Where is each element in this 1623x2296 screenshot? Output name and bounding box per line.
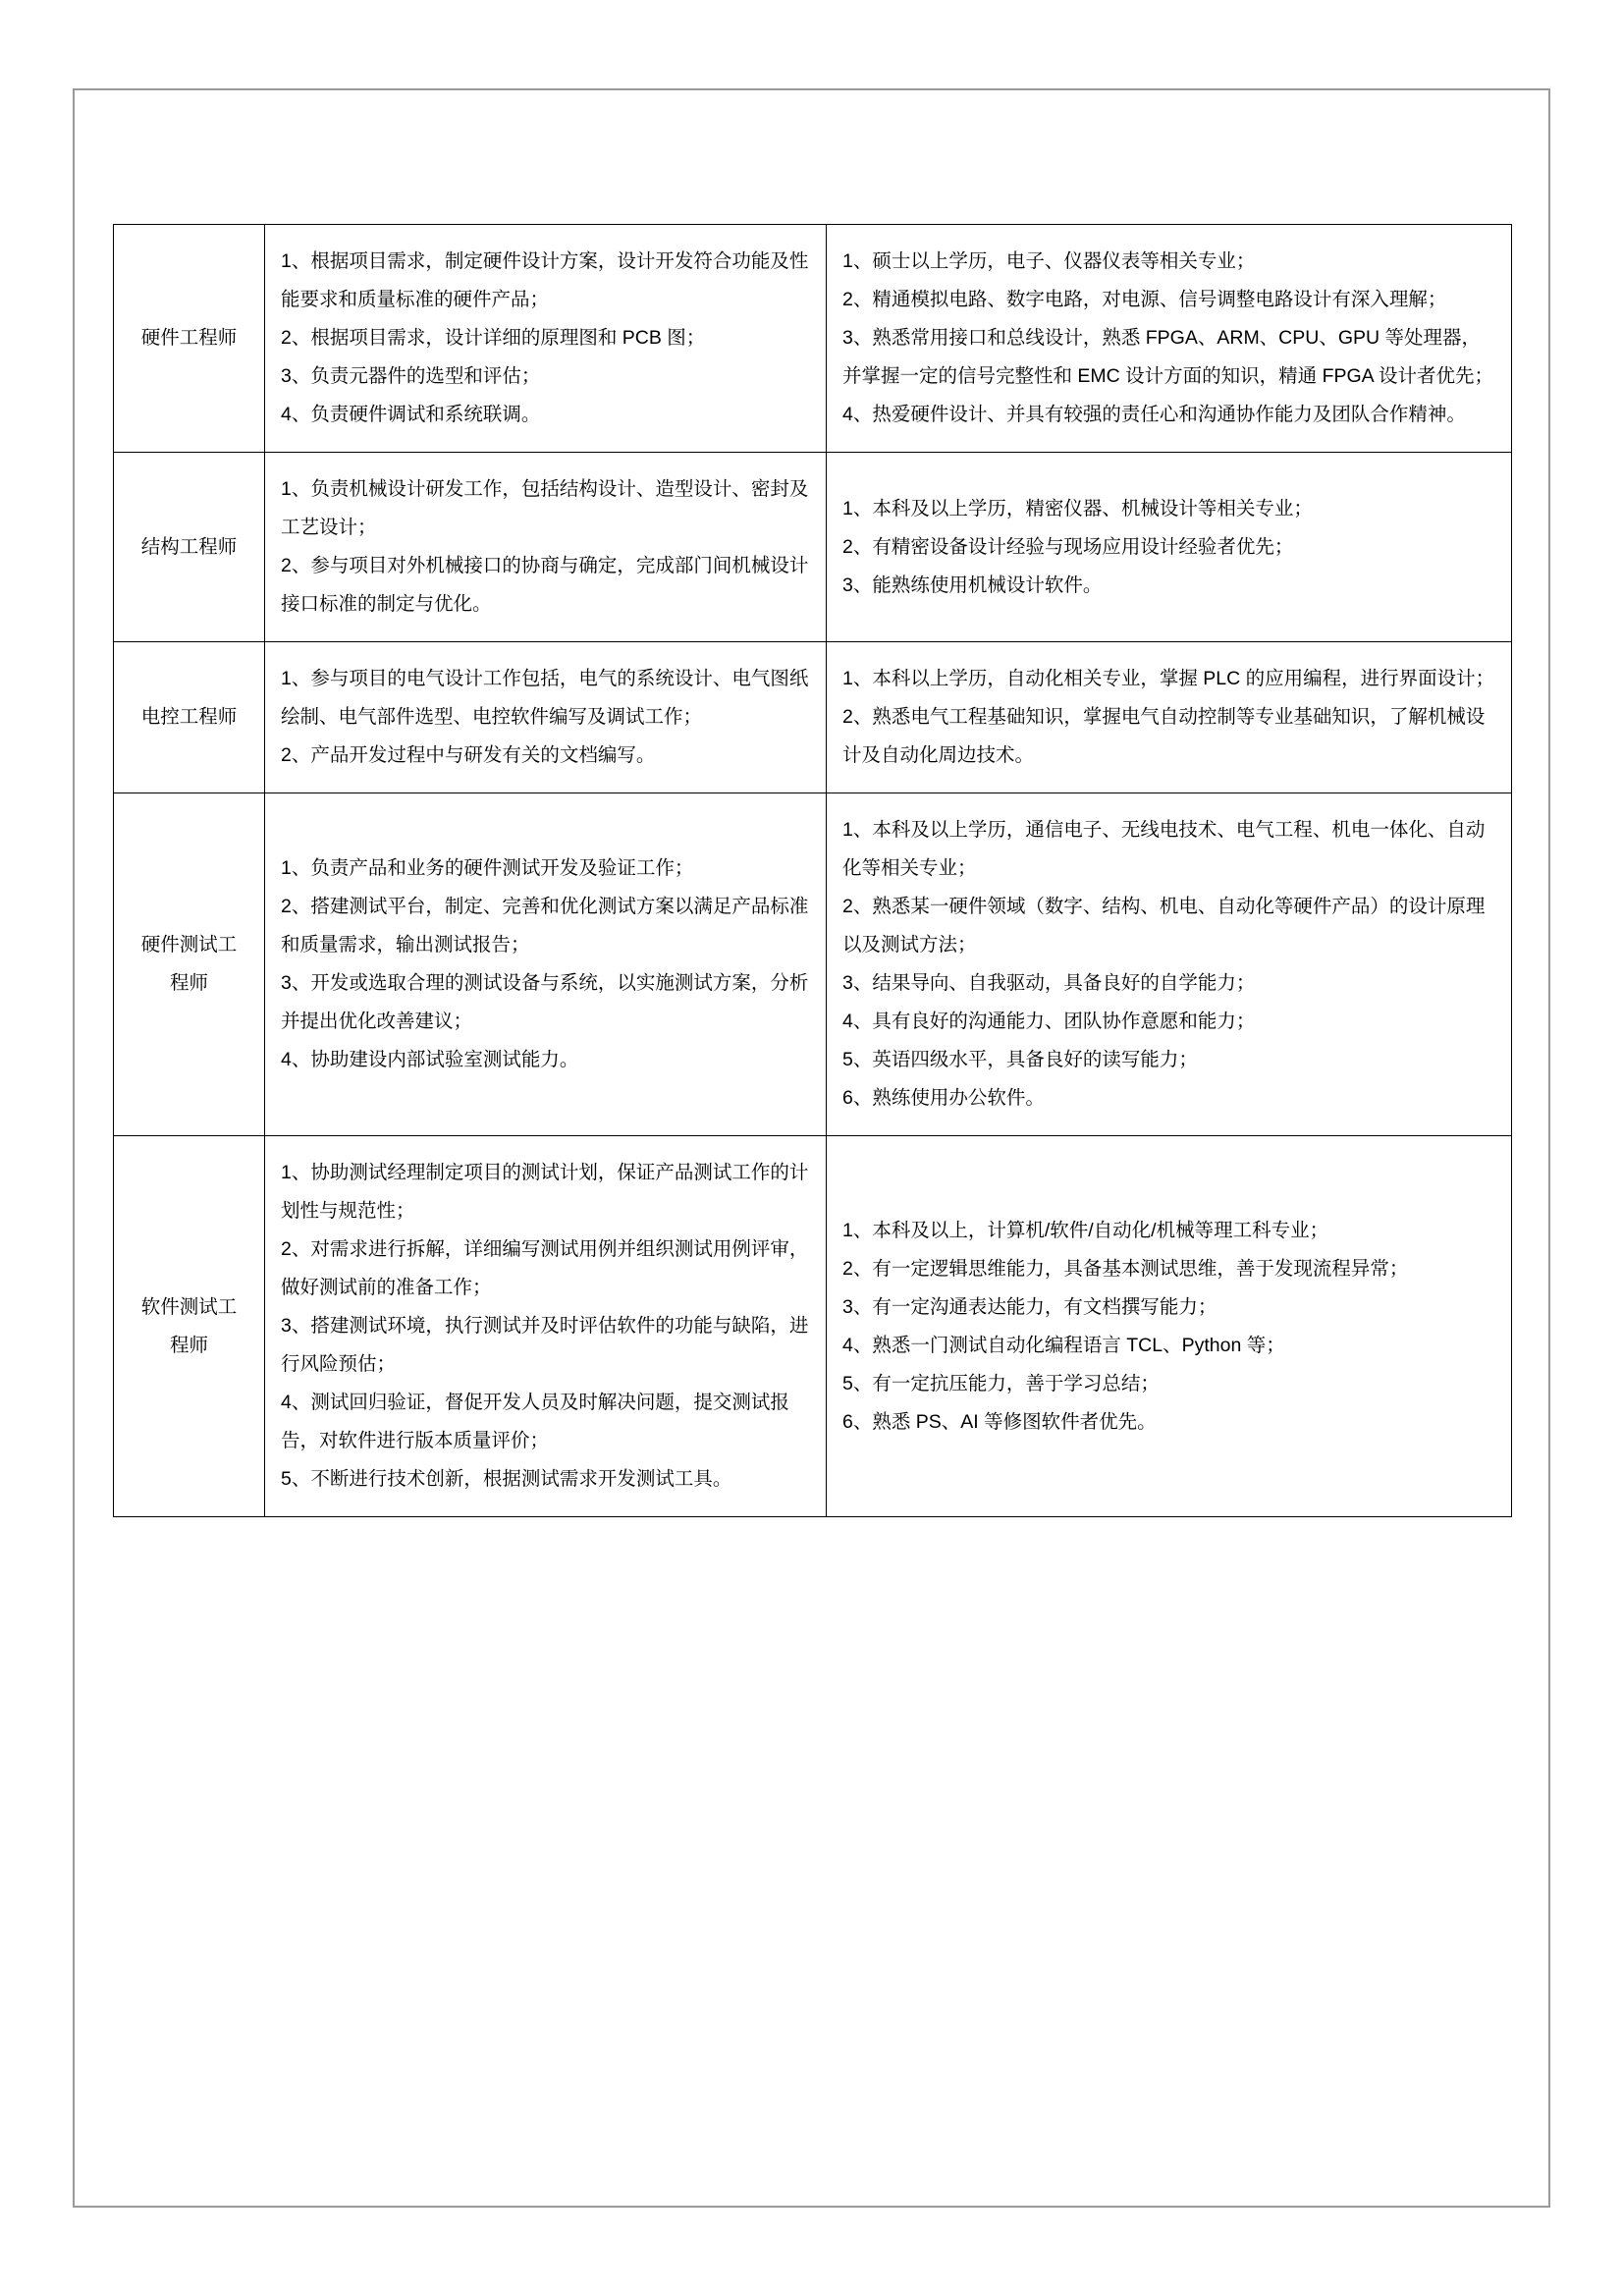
- duty-item: 4、负责硬件调试和系统联调。: [281, 404, 541, 425]
- role-cell: [114, 225, 265, 453]
- duty-item: 2、搭建测试平台，制定、完善和优化测试方案以满足产品标准和质量需求，输出测试报告；: [281, 896, 809, 956]
- requirements-cell: [827, 793, 1512, 1136]
- duties-cell: [265, 225, 827, 453]
- duty-item: 5、不断进行技术创新，根据测试需求开发测试工具。: [281, 1468, 732, 1490]
- table-row: [114, 453, 1512, 642]
- requirement-item: 4、熟悉一门测试自动化编程语言 TCL、Python 等；: [842, 1334, 1285, 1356]
- requirement-item: 1、本科及以上学历，精密仪器、机械设计等相关专业；: [842, 497, 1313, 519]
- requirement-item: 6、熟练使用办公软件。: [842, 1087, 1045, 1109]
- duty-item: 4、协助建设内部试验室测试能力。: [281, 1049, 579, 1070]
- requirement-item: 2、熟悉某一硬件领域（数字、结构、机电、自动化等硬件产品）的设计原理以及测试方法；: [842, 896, 1486, 956]
- duties-cell: [265, 793, 827, 1136]
- requirements-cell: [827, 453, 1512, 642]
- job-description-table-wrapper: [113, 224, 1511, 1517]
- requirements-cell: [827, 225, 1512, 453]
- duty-item: 1、负责机械设计研发工作，包括结构设计、造型设计、密封及工艺设计；: [281, 478, 809, 538]
- requirement-item: 2、熟悉电气工程基础知识，掌握电气自动控制等专业基础知识，了解机械设计及自动化周边技术。: [842, 706, 1486, 766]
- role-line: 程师: [169, 972, 208, 994]
- table-body: [114, 225, 1512, 1517]
- role-cell: [114, 1136, 265, 1517]
- duty-item: 3、搭建测试环境，执行测试并及时评估软件的功能与缺陷，进行风险预估；: [281, 1315, 809, 1375]
- duty-item: 1、根据项目需求，制定硬件设计方案，设计开发符合功能及性能要求和质量标准的硬件产品；: [281, 250, 809, 310]
- duties-cell: [265, 453, 827, 642]
- requirement-item: 1、本科及以上学历，通信电子、无线电技术、电气工程、机电一体化、自动化等相关专业；: [842, 819, 1486, 879]
- requirement-item: 4、具有良好的沟通能力、团队协作意愿和能力；: [842, 1011, 1256, 1032]
- duties-cell: [265, 642, 827, 793]
- duties-cell: [265, 1136, 827, 1517]
- duty-item: 2、根据项目需求，设计详细的原理图和 PCB 图；: [281, 327, 706, 349]
- duty-item: 2、参与项目对外机械接口的协商与确定，完成部门间机械设计接口标准的制定与优化。: [281, 555, 809, 615]
- requirement-item: 2、有精密设备设计经验与现场应用设计经验者优先；: [842, 535, 1294, 558]
- duty-item: 1、参与项目的电气设计工作包括，电气的系统设计、电气图纸绘制、电气部件选型、电控软件编写及调试工作；: [281, 668, 809, 728]
- role-line: 程师: [169, 1334, 208, 1356]
- duty-item: 3、负责元器件的选型和评估；: [281, 365, 541, 387]
- requirement-item: 2、有一定逻辑思维能力，具备基本测试思维，善于发现流程异常；: [842, 1257, 1409, 1280]
- requirement-item: 3、能熟练使用机械设计软件。: [842, 574, 1103, 596]
- table-row: [114, 225, 1512, 453]
- role-cell: [114, 453, 265, 642]
- requirements-cell: [827, 642, 1512, 793]
- table-row: [114, 793, 1512, 1136]
- job-description-table: [113, 224, 1512, 1517]
- requirement-item: 1、本科及以上，计算机/软件/自动化/机械等理工科专业；: [842, 1219, 1329, 1241]
- duty-item: 2、产品开发过程中与研发有关的文档编写。: [281, 744, 656, 766]
- role-line: 电控工程师: [140, 706, 238, 728]
- table-row: [114, 642, 1512, 793]
- role-cell: [114, 793, 265, 1136]
- duty-item: 1、负责产品和业务的硬件测试开发及验证工作；: [281, 857, 694, 879]
- requirement-item: 2、精通模拟电路、数字电路，对电源、信号调整电路设计有深入理解；: [842, 289, 1447, 310]
- requirement-item: 3、有一定沟通表达能力，有文档撰写能力；: [842, 1295, 1217, 1318]
- role-line: 硬件测试工: [140, 934, 238, 956]
- requirement-item: 1、本科以上学历，自动化相关专业，掌握 PLC 的应用编程，进行界面设计；: [842, 668, 1495, 689]
- requirement-item: 1、硕士以上学历，电子、仪器仪表等相关专业；: [842, 250, 1256, 272]
- requirement-item: 4、热爱硬件设计、并具有较强的责任心和沟通协作能力及团队合作精神。: [842, 404, 1466, 425]
- role-line: 硬件工程师: [140, 327, 238, 349]
- duty-item: 4、测试回归验证，督促开发人员及时解决问题，提交测试报告，对软件进行版本质量评价；: [281, 1392, 789, 1451]
- role-line: 结构工程师: [140, 535, 238, 558]
- role-cell: [114, 642, 265, 793]
- requirement-item: 3、熟悉常用接口和总线设计，熟悉 FPGA、ARM、CPU、GPU 等处理器，并掌握一定的信号完整性和 EMC 设计方面的知识，精通 FPGA 设计者优先；: [842, 327, 1494, 387]
- requirement-item: 5、有一定抗压能力，善于学习总结；: [842, 1372, 1160, 1394]
- duty-item: 1、协助测试经理制定项目的测试计划，保证产品测试工作的计划性与规范性；: [281, 1162, 809, 1222]
- role-line: 软件测试工: [140, 1295, 238, 1318]
- duty-item: 3、开发或选取合理的测试设备与系统，以实施测试方案，分析并提出优化改善建议；: [281, 972, 809, 1032]
- requirement-item: 6、熟悉 PS、AI 等修图软件者优先。: [842, 1410, 1157, 1433]
- requirements-cell: [827, 1136, 1512, 1517]
- requirement-item: 5、英语四级水平，具备良好的读写能力；: [842, 1049, 1198, 1070]
- table-row: [114, 1136, 1512, 1517]
- duty-item: 2、对需求进行拆解，详细编写测试用例并组织测试用例评审，做好测试前的准备工作；: [281, 1238, 809, 1298]
- requirement-item: 3、结果导向、自我驱动，具备良好的自学能力；: [842, 972, 1256, 994]
